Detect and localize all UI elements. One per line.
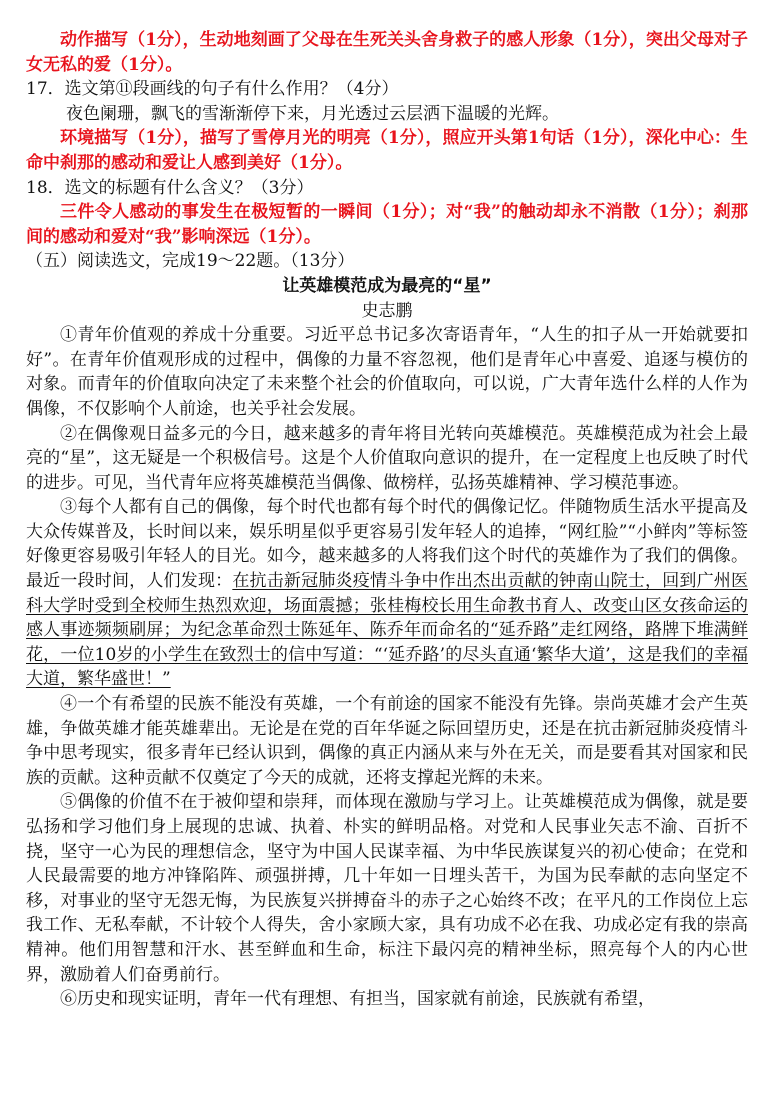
- question-17-quote: 夜色阑珊，飘飞的雪渐渐停下来，月光透过云层洒下温暖的光辉。: [66, 103, 559, 124]
- paragraph-3-text: ③每个人都有自己的偶像，每个时代也都有每个时代的偶像记忆。伴随物质生活水平提高及大众传媒普及，长时间以来，娱乐明星似乎更容易引发年轻人的追捧，“网红脸”“小鲜肉”等标签好像更容易吸引年轻人的目光。如今，越来越多的人将我们这个时代的英雄作为了我们的偶像。最近一段时间，人们发现：: [26, 497, 748, 592]
- paragraph-3-underlined: 在抗击新冠肺炎疫情斗争中作出杰出贡献的钟南山院士，回到广州医科大学时受到全校师生热烈欢迎，场面震撼；张桂梅校长用生命教书育人、改变山区女孩命运的感人事迹频频刷屏；为纪念革命烈士陈延年、陈乔年而命名的“延乔路”走红网络，路牌下堆满鲜花，一位10岁的小学生在致烈士的信中写道：“‘延乔路’的尽头直通‘繁华大道’，这是我们的幸福大道，繁华盛世！”: [26, 571, 749, 690]
- answer-18: 三件令人感动的事发生在极短暂的一瞬间（1分）；对“我”的触动却永不消散（1分）；刹那间的感动和爱对“我”影响深远（1分）。: [26, 202, 748, 247]
- paragraph-3: [26, 495, 748, 692]
- question-17: 17．选文第⑪段画线的句子有什么作用？（4分）: [26, 79, 399, 100]
- paragraph-5: ⑤偶像的价值不在于被仰望和崇拜，而体现在激励与学习上。让英雄模范成为偶像，就是要弘扬和学习他们身上展现的忠诚、执着、朴实的鲜明品格。对党和人民事业矢志不渝、百折不挠，坚守一心为民的理想信念，坚守为中国人民谋幸福、为中华民族谋复兴的初心使命；在党和人民最需要的地方冲锋陷阵、顽强拼搏，几十年如一日埋头苦干，为国为民奉献的志向坚定不移，对事业的坚守无怨无悔，为民族复兴拼搏奋斗的赤子之心始终不改；在平凡的工作岗位上忘我工作、无私奉献，不计较个人得失，舍小家顾大家，具有功成不必在我、功成必定有我的崇高精神。他们用智慧和汗水、甚至鲜血和生命，标注下最闪亮的精神坐标，照亮每个人的内心世界，激励着人们奋勇前行。: [26, 792, 748, 985]
- article-title: 让英雄模范成为最亮的“星”: [282, 275, 492, 296]
- article-author: 史志鹏: [361, 300, 413, 321]
- article-body: [26, 323, 748, 1012]
- section-5-heading: （五）阅读选文，完成19～22题。（13分）: [26, 251, 355, 272]
- paragraph-1: ①青年价值观的养成十分重要。习近平总书记多次寄语青年，“人生的扣子从一开始就要扣好”。在青年价值观形成的过程中，偶像的力量不容忽视，他们是青年心中喜爱、追逐与模仿的对象。而青年的价值取向决定了未来整个社会的价值取向，可以说，广大青年选什么样的人作为偶像，不仅影响个人前途，也关乎社会发展。: [26, 325, 748, 419]
- answer-17: 环境描写（1分），描写了雪停月光的明亮（1分），照应开头第1句话（1分），深化中心：生命中刹那的感动和爱让人感到美好（1分）。: [26, 128, 748, 173]
- paragraph-6: ⑥历史和现实证明，青年一代有理想、有担当，国家就有前途，民族就有希望，: [60, 989, 655, 1010]
- paragraph-2: ②在偶像观日益多元的今日，越来越多的青年将目光转向英雄模范。英雄模范成为社会上最亮的“星”，这无疑是一个积极信号。这是个人价值取向意识的提升，在一定程度上也反映了时代的进步。可见，当代青年应将英雄模范当偶像、做榜样，弘扬英雄精神、学习模范事迹。: [26, 423, 748, 493]
- answer-16: 动作描写（1分），生动地刻画了父母在生死关头舍身救子的感人形象（1分），突出父母对子女无私的爱（1分）。: [26, 30, 748, 75]
- paragraph-4: ④一个有希望的民族不能没有英雄，一个有前途的国家不能没有先锋。崇尚英雄才会产生英雄，争做英雄才能英雄辈出。无论是在党的百年华诞之际回望历史，还是在抗击新冠肺炎疫情斗争中思考现实，很多青年已经认识到，偶像的真正内涵从来与外在无关，而是要看其对国家和民族的贡献。这种贡献不仅奠定了今天的成就，还将支撑起光辉的未来。: [26, 694, 748, 788]
- question-18: 18．选文的标题有什么含义？（3分）: [26, 177, 314, 198]
